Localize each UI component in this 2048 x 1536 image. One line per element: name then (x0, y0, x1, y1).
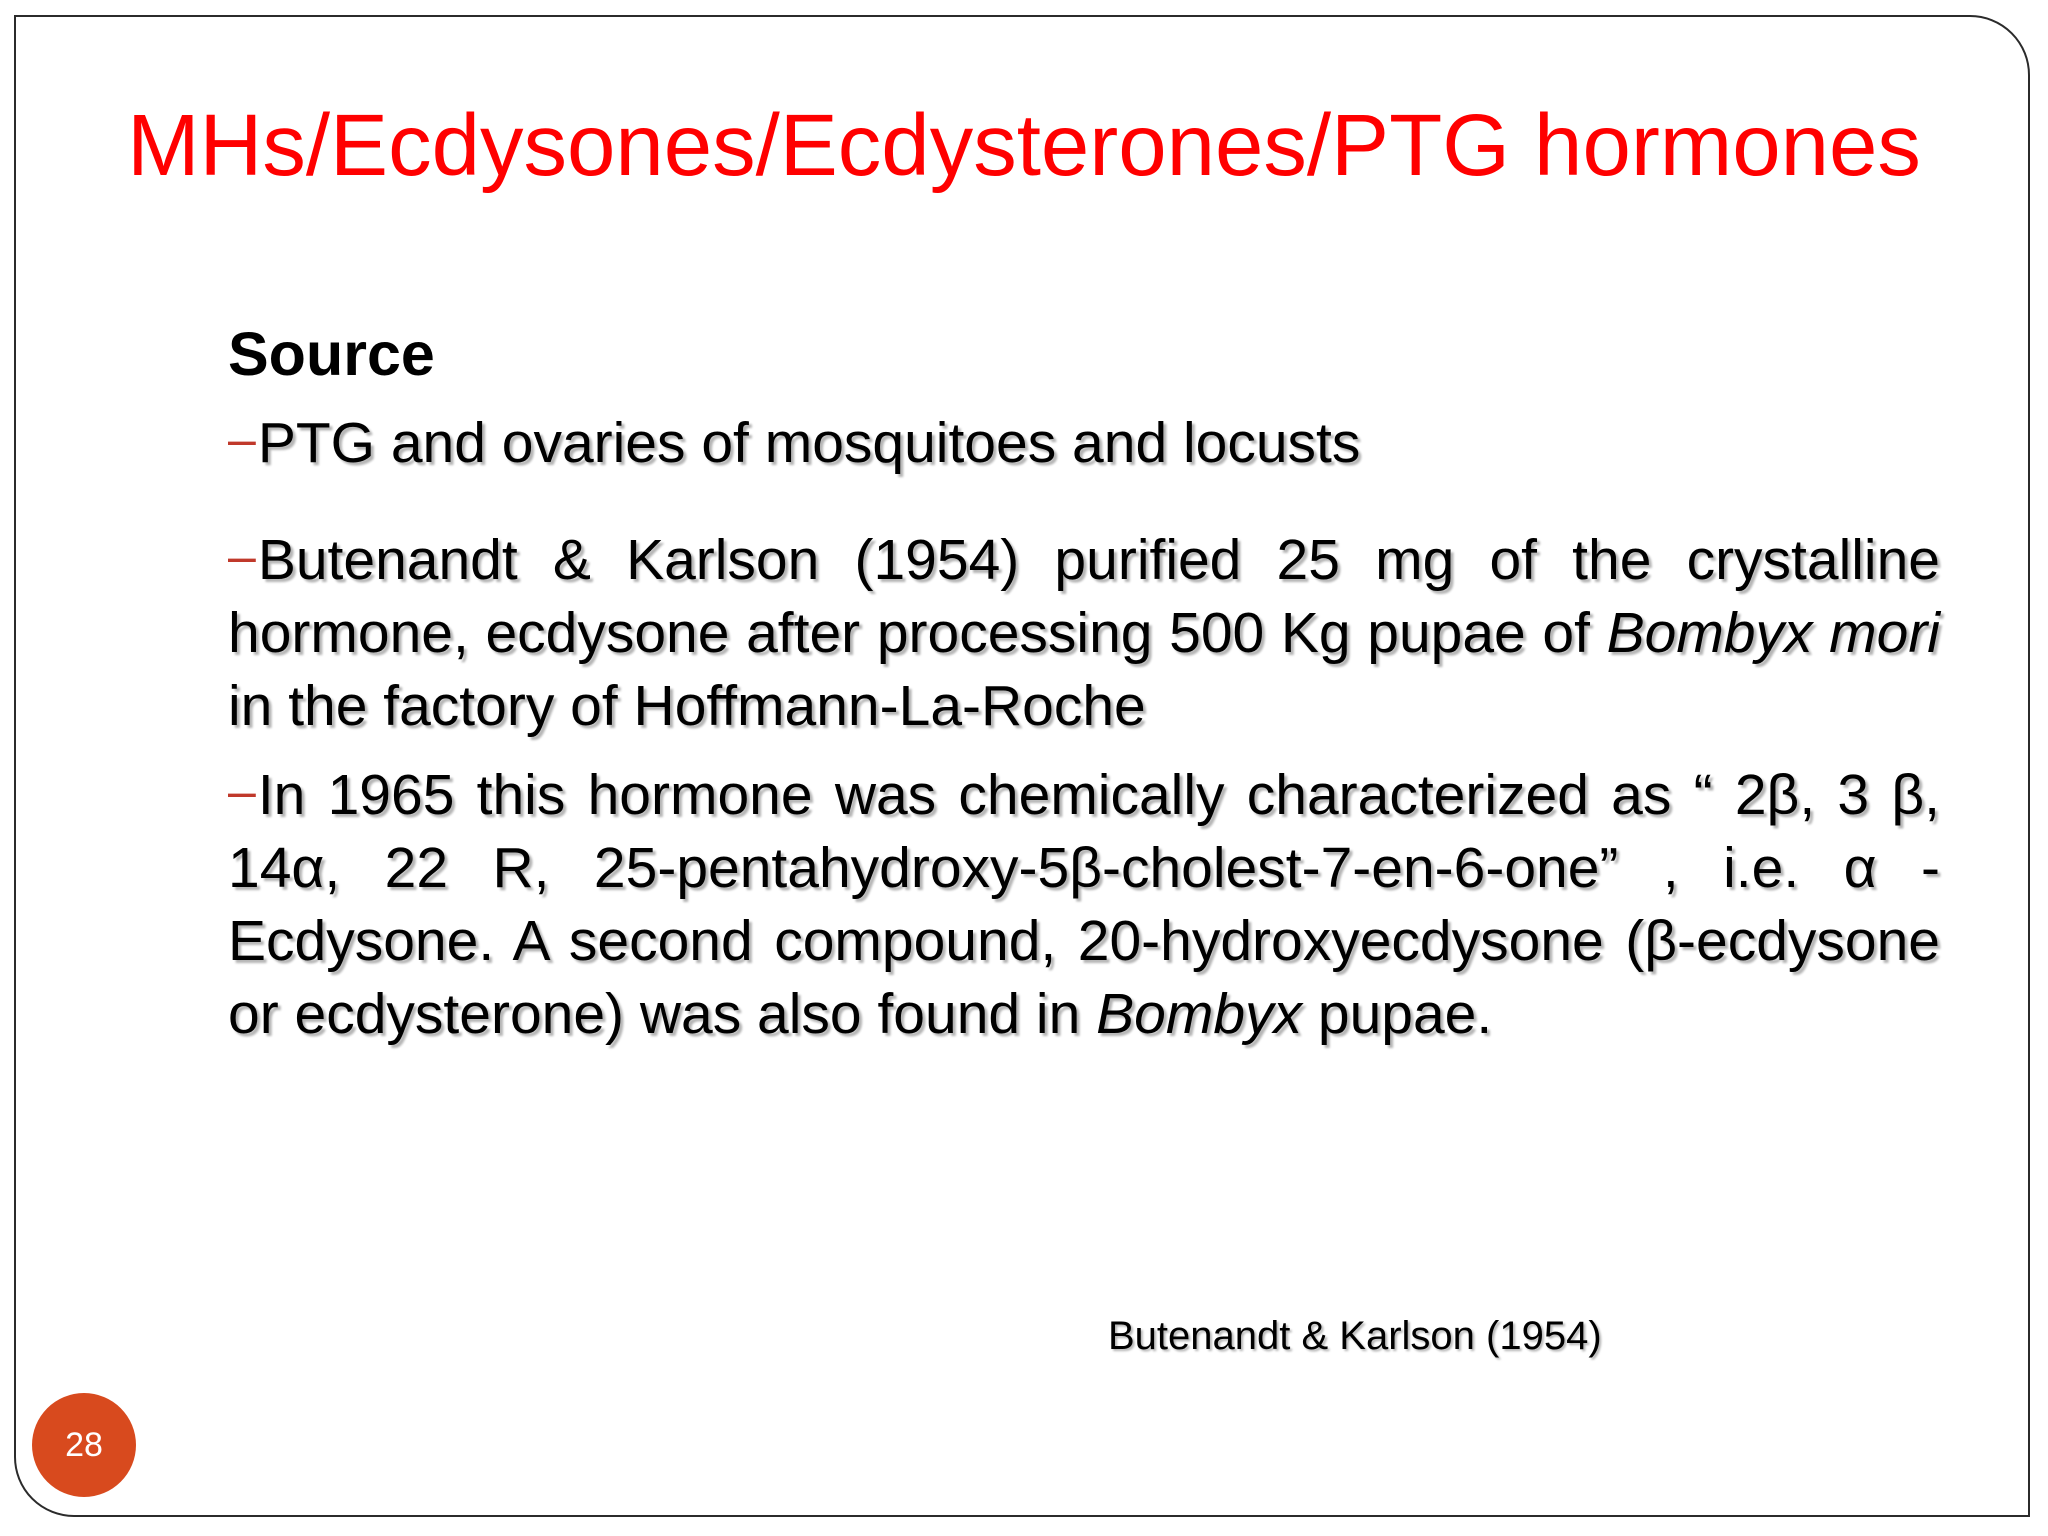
bullet-text: In 1965 this hormone was chemically characterized as “ 2β, 3 β, 14α, 22 R, 25-pentahydroxy-5β-cholest-7-en-6-one” , i.e. α - Ecdysone. A second compound, 20-hydroxyecdysone (β-ecdysone or ecdysterone) was also found in (228, 763, 1940, 1047)
slide-title: MHs/Ecdysones/Ecdysterones/PTG hormones (127, 97, 1921, 194)
bullet-text: PTG and ovaries of mosquitoes and locusts (257, 411, 1361, 476)
bullet-text: in the factory of Hoffmann-La-Roche (228, 674, 1146, 739)
page-number-badge: 28 (32, 1393, 136, 1497)
bullet-source-ptg (228, 403, 1940, 480)
bullet-purification (228, 520, 1940, 743)
slide-content (228, 318, 1940, 1051)
bullet-dash: – (228, 411, 256, 468)
genus-name: Bombyx (1096, 982, 1303, 1047)
bullet-dash: – (228, 528, 256, 585)
bullet-dash: – (228, 763, 256, 820)
citation: Butenandt & Karlson (1954) (1108, 1314, 1602, 1358)
species-name: Bombyx mori (1606, 601, 1940, 666)
bullet-characterization (228, 755, 1940, 1051)
source-heading: Source (228, 320, 435, 388)
bullet-text: Butenandt & Karlson (1954) purified 25 mg of the crystalline hormone, ecdysone after processing 500 Kg pupae of (228, 528, 1940, 666)
bullet-text: pupae. (1302, 982, 1493, 1047)
